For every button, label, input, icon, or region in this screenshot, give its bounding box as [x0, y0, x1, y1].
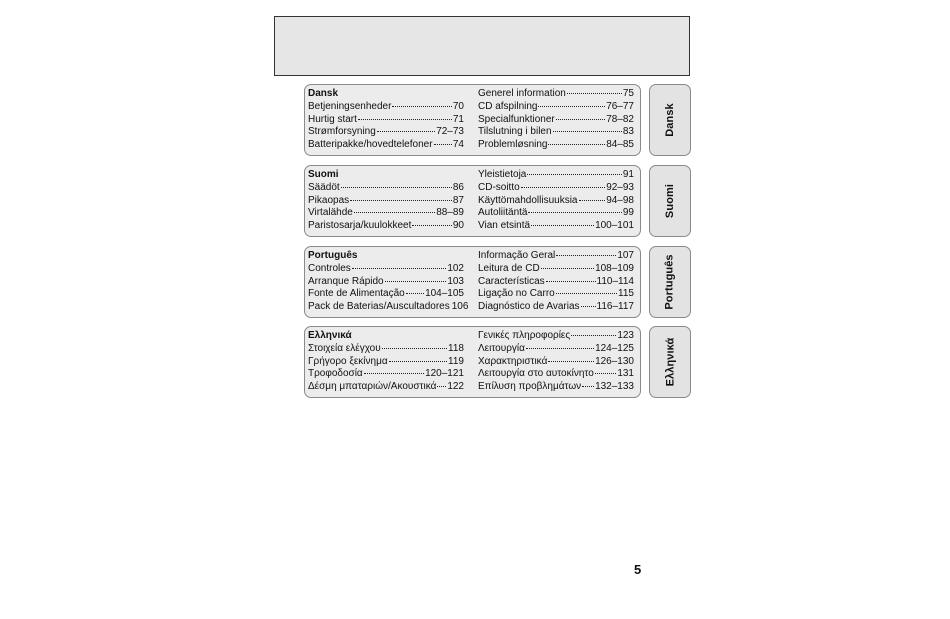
entry-title: Autoliitäntä [478, 207, 528, 219]
leader-dots [556, 255, 616, 256]
leader-dots [546, 281, 596, 282]
entry-title: Λειτουργία [478, 342, 525, 354]
toc-entry [308, 356, 464, 369]
entry-page: 118 [448, 342, 464, 354]
toc-column-left [308, 88, 464, 152]
leader-dots [582, 386, 594, 387]
entry-title: Batteripakke/hovedtelefoner [308, 139, 433, 151]
entry-title: Δέσμη μπαταριών/Ακουστικά [308, 381, 437, 393]
toc-section-portugues [304, 246, 641, 318]
entry-page: 76–77 [606, 100, 634, 112]
toc-entry [478, 195, 634, 208]
language-tab-ellinika [649, 326, 691, 398]
entry-title: Ligação no Carro [478, 288, 555, 300]
entry-page: 120–121 [425, 368, 464, 380]
leader-dots [581, 306, 596, 307]
entry-page: 108–109 [595, 262, 634, 274]
tab-label: Português [664, 254, 677, 310]
entry-page: 103 [447, 275, 464, 287]
toc-entry [478, 88, 634, 101]
leader-dots [541, 268, 594, 269]
leader-dots [548, 144, 605, 145]
entry-page: 78–82 [606, 113, 634, 125]
toc-entry [308, 126, 464, 139]
section-title: Dansk [308, 88, 339, 99]
entry-page: 75 [622, 88, 634, 99]
leader-dots [412, 225, 451, 226]
entry-page: 90 [452, 220, 464, 232]
toc-entry [308, 288, 464, 301]
entry-page: 131 [617, 368, 634, 380]
entry-title: Fonte de Alimentação [308, 288, 405, 300]
leader-dots [538, 106, 605, 107]
leader-dots [548, 361, 594, 362]
entry-page: 122 [447, 381, 464, 393]
leader-dots [556, 119, 605, 120]
leader-dots [553, 131, 622, 132]
entry-title: Características [478, 275, 545, 287]
toc-entry [478, 114, 634, 127]
entry-page: 132–133 [595, 381, 634, 393]
language-tab-suomi [649, 165, 691, 237]
leader-dots [364, 373, 424, 374]
toc-entry [478, 182, 634, 195]
toc-entry [308, 139, 464, 152]
leader-dots [527, 174, 622, 175]
entry-title: Τροφοδοσία [308, 368, 363, 380]
leader-dots [341, 187, 452, 188]
entry-page: 115 [618, 288, 634, 300]
page-number: 5 [634, 562, 642, 577]
toc-entry [308, 195, 464, 208]
toc-entry [308, 276, 464, 289]
toc-column-right [478, 88, 634, 152]
entry-page: 106 [451, 301, 469, 313]
leader-dots [392, 106, 451, 107]
section-title: Suomi [308, 169, 339, 180]
toc-entry [308, 301, 469, 314]
entry-title: Επίλυση προβλημάτων [478, 381, 582, 393]
toc-entry [308, 343, 464, 356]
leader-dots [434, 144, 452, 145]
leader-dots [531, 225, 594, 226]
toc-entry [308, 381, 464, 394]
toc-entry [478, 343, 634, 356]
leader-dots [567, 93, 622, 94]
entry-page: 124–125 [595, 342, 634, 354]
toc-entry [478, 356, 634, 369]
entry-title: CD afspilning [478, 100, 538, 112]
toc-entry [478, 381, 634, 394]
entry-page: 86 [452, 181, 464, 193]
toc-entry [478, 263, 634, 276]
leader-dots [595, 373, 617, 374]
entry-title: Paristosarja/kuulokkeet [308, 220, 412, 232]
toc-entry [478, 169, 634, 182]
entry-title: Γενικές πληροφορίες [478, 330, 571, 341]
toc-section-dansk [304, 84, 641, 156]
toc-column-left [308, 250, 469, 314]
entry-page: 116–117 [596, 301, 634, 313]
entry-page: 74 [452, 139, 464, 151]
toc-column-right [478, 250, 634, 314]
entry-title: Generel information [478, 88, 566, 99]
toc-entry [478, 250, 634, 263]
tab-label: Dansk [664, 103, 676, 137]
toc-entry [478, 301, 634, 314]
entry-page: 119 [448, 355, 464, 367]
entry-page: 123 [617, 330, 634, 341]
entry-page: 110–114 [596, 275, 634, 287]
toc-entry [478, 139, 634, 152]
entry-title: Στοιχεία ελέγχου [308, 342, 381, 354]
toc-entry [478, 288, 634, 301]
entry-title: Pikaopas [308, 194, 350, 206]
toc-entry [478, 276, 634, 289]
entry-title: Arranque Rápido [308, 275, 384, 287]
entry-title: Käyttömahdollisuuksia [478, 194, 578, 206]
entry-title: Hurtig start [308, 113, 357, 125]
toc-entry [308, 182, 464, 195]
entry-title: Problemløsning [478, 139, 548, 151]
entry-title: Pack de Baterias/Auscultadores [308, 301, 450, 313]
entry-title: Diagnóstico de Avarias [478, 301, 580, 313]
toc-entry [478, 126, 634, 139]
toc-column-left [308, 169, 464, 233]
tab-label: Suomi [664, 183, 676, 219]
toc-column-left [308, 330, 464, 394]
header-banner [274, 16, 690, 76]
toc-entry [478, 207, 634, 220]
leader-dots [526, 348, 594, 349]
section-title: Português [308, 250, 358, 261]
tab-label: Ελληνικά [664, 337, 677, 387]
entry-page: 94–98 [606, 194, 634, 206]
leader-dots [385, 281, 447, 282]
toc-entry [308, 114, 464, 127]
toc-section-suomi [304, 165, 641, 237]
entry-title: CD-soitto [478, 181, 520, 193]
toc-column-right [478, 330, 634, 394]
entry-title: Leitura de CD [478, 262, 540, 274]
leader-dots [352, 268, 447, 269]
toc-entry [478, 101, 634, 114]
entry-title: Tilslutning i bilen [478, 126, 552, 138]
entry-page: 104–105 [425, 288, 464, 300]
leader-dots [571, 335, 616, 336]
entry-page: 100–101 [595, 220, 634, 232]
leader-dots [556, 293, 617, 294]
entry-title: Informação Geral [478, 250, 556, 261]
leader-dots [358, 119, 452, 120]
leader-dots [382, 348, 447, 349]
entry-title: Λειτουργία στο αυτοκίνητο [478, 368, 594, 380]
entry-title: Säädöt [308, 181, 340, 193]
toc-entry [478, 330, 634, 343]
toc-entry [478, 220, 634, 233]
leader-dots [377, 131, 435, 132]
leader-dots [521, 187, 606, 188]
entry-title: Vian etsintä [478, 220, 531, 232]
entry-page: 87 [452, 194, 464, 206]
leader-dots [437, 386, 446, 387]
entry-title: Χαρακτηριστικά [478, 355, 548, 367]
section-title: Ελληνικά [308, 330, 352, 341]
entry-title: Controles [308, 262, 351, 274]
toc-column-right [478, 169, 634, 233]
leader-dots [354, 212, 435, 213]
toc-entry [308, 207, 464, 220]
entry-title: Yleistietoja [478, 169, 527, 180]
entry-page: 72–73 [436, 126, 464, 138]
entry-page: 91 [622, 169, 634, 180]
leader-dots [528, 212, 621, 213]
leader-dots [389, 361, 447, 362]
entry-title: Specialfunktioner [478, 113, 555, 125]
entry-page: 126–130 [595, 355, 634, 367]
leader-dots [579, 200, 606, 201]
toc-entry [478, 368, 634, 381]
entry-page: 70 [452, 100, 464, 112]
entry-page: 99 [622, 207, 634, 219]
toc-entry [308, 368, 464, 381]
toc-entry [308, 101, 464, 114]
entry-page: 88–89 [436, 207, 464, 219]
leader-dots [350, 200, 452, 201]
toc-entry [308, 263, 464, 276]
entry-page: 84–85 [606, 139, 634, 151]
language-tab-portugues [649, 246, 691, 318]
toc-section-ellinika [304, 326, 641, 398]
entry-page: 107 [617, 250, 634, 261]
entry-page: 102 [447, 262, 464, 274]
entry-page: 71 [452, 113, 464, 125]
entry-page: 83 [622, 126, 634, 138]
entry-title: Strømforsyning [308, 126, 376, 138]
entry-title: Virtalähde [308, 207, 353, 219]
toc-entry [308, 220, 464, 233]
entry-page: 92–93 [606, 181, 634, 193]
leader-dots [406, 293, 424, 294]
language-tab-dansk [649, 84, 691, 156]
entry-title: Betjeningsenheder [308, 100, 392, 112]
entry-title: Γρήγορο ξεκίνημα [308, 355, 388, 367]
